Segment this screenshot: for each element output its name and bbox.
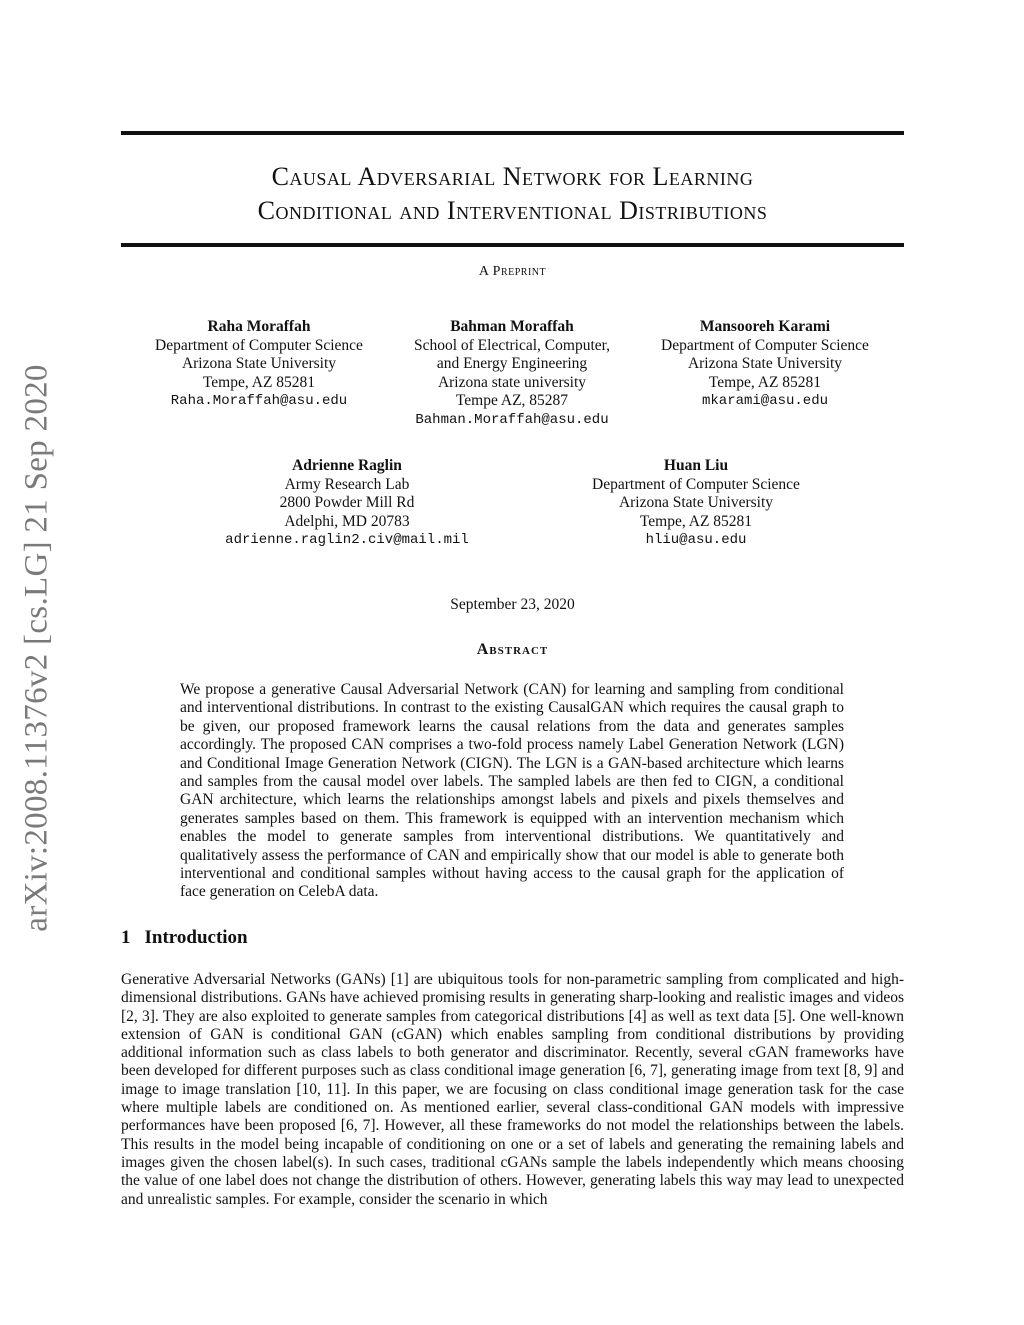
author-name: Mansooreh Karami — [699, 318, 831, 335]
author-affiliation-line: Arizona State University — [181, 355, 337, 372]
author-name: Huan Liu — [663, 457, 729, 474]
author-affiliation-line: Tempe, AZ 85281 — [708, 373, 822, 391]
paper-title — [121, 160, 904, 228]
author-affiliation-line: 2800 Powder Mill Rd — [279, 494, 415, 511]
author-block-2 — [392, 318, 632, 429]
author-affiliation-line: Department of Computer Science — [661, 336, 869, 354]
arxiv-stamp-text: arXiv:2008.11376v2 [cs.LG] 21 Sep 2020 — [18, 364, 55, 932]
author-affiliation-line: Arizona State University — [687, 355, 843, 372]
author-affiliation-line: Arizona state university — [437, 373, 587, 391]
author-email[interactable]: mkarami@asu.edu — [701, 393, 829, 409]
author-name: Raha Moraffah — [207, 318, 311, 335]
author-affiliation-line: Tempe, AZ 85281 — [639, 512, 753, 530]
author-block-3 — [647, 318, 883, 411]
author-block-1 — [141, 318, 377, 411]
preprint-label: A Preprint — [478, 264, 547, 279]
author-affiliation-line: Tempe AZ, 85287 — [455, 392, 569, 409]
abstract-text: We propose a generative Causal Adversarial Network (CAN) for learning and sampling from conditional and interventional distributions. In contrast to the existing CausalGAN which requires the causal graph to be given, our proposed framework learns the causal relations from the data and generates samples accordingly. The proposed CAN comprises a two-fold process namely Label Generation Network (LGN) and Conditional Image Generation Network (CIGN). The LGN is a GAN-based architecture which learns and samples from the causal model over labels. The sampled labels are then fed to CIGN, a conditional GAN architecture, which learns the relationships amongst labels and pixels and pixels themselves and generates samples based on them. This framework is equipped with an intervention mechanism which enables the model to generate samples from interventional distributions. We quantitatively and qualitatively assess the performance of CAN and empirically show that our model is able to generate both interventional and conditional samples without having access to the causal graph for the application of face generation on CelebA data. — [180, 681, 844, 901]
section-number: 1 — [121, 927, 131, 948]
title-line-2: Conditional and Interventional Distributions — [257, 196, 768, 225]
author-name: Bahman Moraffah — [450, 318, 574, 335]
author-email[interactable]: Bahman.Moraffah@asu.edu — [415, 411, 609, 428]
title-line-1: Causal Adversarial Network for Learning — [271, 162, 754, 191]
author-affiliation-line: Department of Computer Science — [592, 475, 800, 493]
section-title: Introduction — [144, 927, 248, 948]
title-rule-bottom — [121, 243, 904, 247]
abstract-heading: Abstract — [476, 641, 549, 658]
author-email[interactable]: adrienne.raglin2.civ@mail.mil — [225, 532, 469, 548]
arxiv-stamp — [8, 353, 66, 943]
author-affiliation-line: Arizona State University — [618, 494, 774, 511]
author-affiliation-line: Department of Computer Science — [155, 336, 363, 354]
author-name: Adrienne Raglin — [292, 457, 402, 474]
author-email[interactable]: Raha.Moraffah@asu.edu — [170, 393, 348, 409]
author-affiliation-line: Adelphi, MD 20783 — [284, 512, 410, 530]
intro-paragraph: Generative Adversarial Networks (GANs) [1] are ubiquitous tools for non-parametric sampling from complicated and high-dimensional distributions. GANs have achieved promising results in generating sharp-looking and realistic images and videos [2, 3]. They are also exploited to generate samples from categorical distributions [4] as well as text data [5]. One well-known extension of GAN is conditional GAN (cGAN) which enables sampling from conditional distributions by providing additional information such as class labels to both generator and discriminator. Recently, several cGAN frameworks have been developed for different purposes such as class conditional image generation [6, 7], generating image from text [8, 9] and image to image translation [10, 11]. In this paper, we are focusing on class conditional image generation task for the case where multiple labels are conditioned on. As mentioned earlier, several class-conditional GAN models with impressive performances have been proposed [6, 7]. However, all these frameworks do not model the relationships between the labels. This results in the model being incapable of conditioning on one or a set of labels and generating the remaining labels and images given the chosen label(s). In such cases, traditional cGANs sample the labels independently which means choosing the value of one label does not change the distribution of others. However, generating labels this way may lead to unexpected and unrealistic samples. For example, consider the scenario in which — [121, 971, 904, 1208]
author-affiliation-line: School of Electrical, Computer, — [413, 336, 611, 354]
publication-date: September 23, 2020 — [450, 596, 575, 613]
section-heading — [121, 927, 248, 949]
author-block-4 — [207, 457, 487, 550]
author-affiliation-line: Tempe, AZ 85281 — [202, 373, 316, 391]
author-block-5 — [576, 457, 816, 550]
author-affiliation-line: Army Research Lab — [284, 475, 410, 493]
title-rule-top — [121, 131, 904, 135]
author-email[interactable]: hliu@asu.edu — [645, 532, 747, 548]
author-affiliation-line: and Energy Engineering — [436, 355, 588, 372]
